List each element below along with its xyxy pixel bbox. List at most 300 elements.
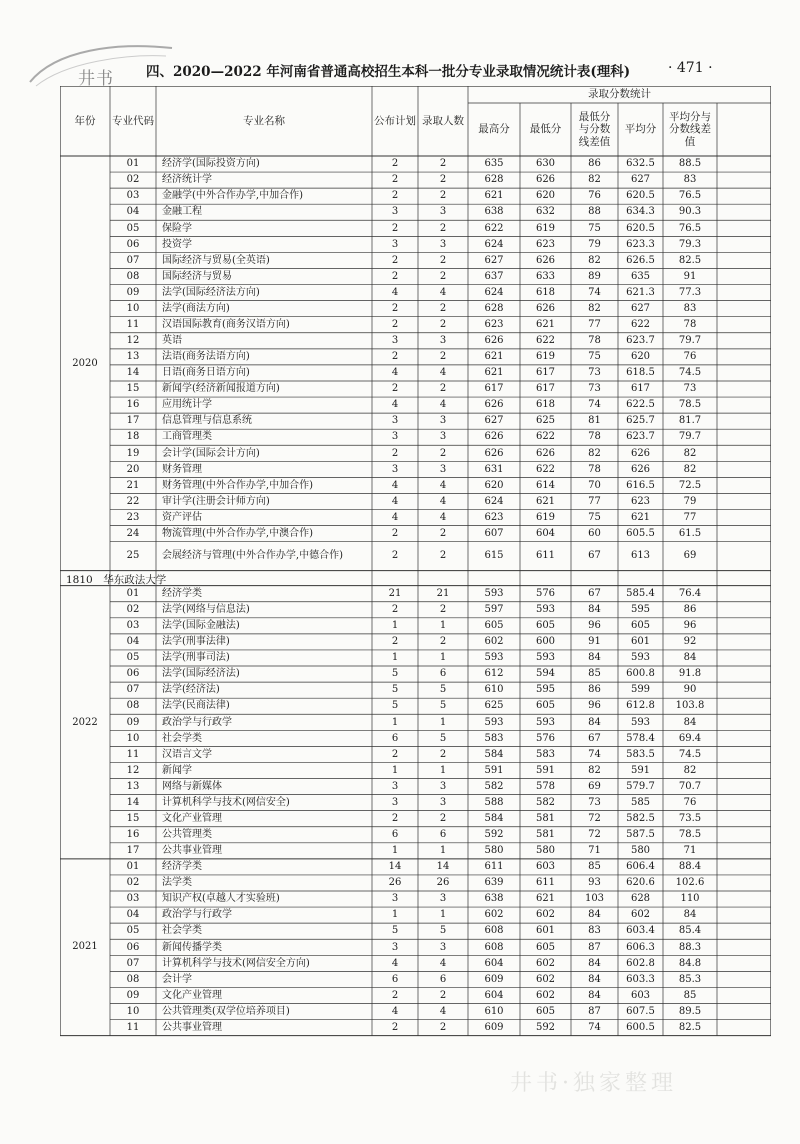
cell-min-diff: 74	[588, 748, 601, 760]
cell-name: 日语(商务日语方向)	[162, 367, 250, 379]
cell-code: 12	[126, 764, 140, 776]
cell-max: 611	[484, 861, 504, 873]
cell-avg: 606.4	[626, 861, 655, 873]
cell-avg: 593	[630, 716, 651, 728]
cell-plan: 4	[391, 511, 399, 523]
cell-min-diff: 82	[588, 302, 601, 314]
cell-min-diff: 77	[588, 495, 601, 507]
cell-admitted: 4	[439, 511, 447, 523]
cell-plan: 4	[391, 495, 399, 507]
cell-name: 知识产权(卓越人才实验班)	[162, 893, 280, 905]
cell-name: 应用统计学	[162, 399, 212, 411]
cell-min: 595	[535, 684, 556, 696]
cell-name: 英语	[162, 335, 182, 347]
cell-admitted: 2	[439, 636, 447, 648]
cell-min-diff: 75	[588, 511, 601, 523]
cell-name: 国际经济与贸易(全英语)	[162, 254, 270, 266]
cell-avg-diff: 84.8	[678, 957, 702, 969]
cell-code: 09	[126, 286, 140, 298]
cell-name: 资产评估	[162, 511, 202, 523]
cell-plan: 4	[391, 399, 399, 411]
cell-name: 经济学(国际投资方向)	[162, 158, 260, 170]
cell-max: 604	[484, 957, 504, 969]
cell-avg: 603.3	[626, 973, 655, 985]
cell-min: 602	[535, 957, 556, 969]
cell-plan: 1	[391, 764, 399, 776]
cell-min: 617	[535, 367, 556, 379]
cell-min: 580	[535, 845, 556, 857]
cell-plan: 1	[391, 909, 399, 921]
year-cell: 2022	[72, 716, 98, 728]
cell-avg-diff: 102.6	[675, 877, 705, 889]
cell-admitted: 3	[439, 335, 447, 347]
header-max: 最高分	[478, 123, 510, 136]
cell-avg-diff: 83	[683, 174, 697, 186]
cell-name: 经济统计学	[162, 174, 212, 186]
cell-max: 582	[484, 780, 504, 792]
cell-avg: 602.8	[626, 957, 655, 969]
cell-min-diff: 84	[588, 716, 601, 728]
cell-plan: 2	[391, 351, 399, 363]
cell-avg: 605.5	[626, 527, 655, 539]
cell-max: 584	[484, 748, 504, 760]
cell-code: 05	[126, 652, 140, 664]
header-code: 专业代码	[112, 114, 154, 127]
cell-plan: 1	[391, 620, 399, 632]
cell-admitted: 6	[439, 668, 447, 680]
cell-min-diff: 91	[588, 636, 601, 648]
cell-min-diff: 85	[588, 861, 601, 873]
cell-admitted: 2	[439, 604, 447, 616]
cell-avg: 622	[630, 318, 651, 330]
cell-admitted: 3	[439, 206, 447, 218]
cell-avg-diff: 86	[683, 604, 697, 616]
cell-avg: 626	[630, 447, 651, 459]
cell-avg-diff: 110	[680, 893, 700, 905]
cell-avg-diff: 89.5	[678, 1005, 702, 1017]
cell-max: 605	[484, 620, 504, 632]
cell-plan: 3	[391, 893, 399, 905]
cell-max: 610	[484, 1005, 504, 1017]
cell-min: 619	[535, 511, 556, 523]
cell-min-diff: 78	[588, 431, 601, 443]
cell-min-diff: 96	[588, 700, 601, 712]
cell-min: 591	[535, 764, 556, 776]
cell-admitted: 2	[439, 318, 447, 330]
cell-name: 金融工程	[162, 206, 202, 218]
school-row: 1810 华东政法大学	[66, 573, 167, 586]
cell-plan: 3	[391, 415, 399, 427]
cell-avg: 599	[630, 684, 651, 696]
cell-max: 584	[484, 812, 504, 824]
cell-max: 628	[484, 302, 504, 314]
cell-avg: 620.5	[626, 222, 655, 234]
cell-plan: 3	[391, 796, 399, 808]
cell-avg: 616.5	[626, 479, 655, 491]
cell-name: 审计学(注册会计师方向)	[162, 495, 270, 507]
cell-name: 社会学类	[162, 925, 202, 937]
cell-min-diff: 81	[588, 415, 601, 427]
cell-min-diff: 69	[588, 780, 601, 792]
cell-max: 602	[484, 636, 504, 648]
cell-plan: 3	[391, 463, 399, 475]
cell-avg: 620.5	[626, 190, 655, 202]
cell-min: 620	[535, 190, 556, 202]
cell-min: 576	[535, 732, 556, 744]
cell-avg-diff: 82	[683, 463, 697, 475]
cell-max: 624	[484, 495, 504, 507]
cell-admitted: 2	[439, 989, 447, 1001]
cell-min-diff: 75	[588, 351, 601, 363]
cell-admitted: 3	[439, 893, 447, 905]
cell-name: 法学(刑事司法)	[162, 652, 230, 664]
cell-max: 623	[484, 511, 504, 523]
cell-max: 627	[484, 254, 504, 266]
cell-code: 08	[126, 700, 140, 712]
cell-avg-diff: 82.5	[678, 254, 702, 266]
cell-avg-diff: 61.5	[678, 527, 702, 539]
cell-avg: 606.3	[626, 941, 655, 953]
header-admitted: 录取人数	[422, 114, 464, 127]
cell-min: 630	[535, 158, 556, 170]
cell-min-diff: 84	[588, 957, 601, 969]
cell-plan: 2	[391, 812, 399, 824]
cell-admitted: 1	[439, 716, 447, 728]
cell-min-diff: 86	[588, 158, 601, 170]
cell-code: 04	[126, 909, 140, 921]
cell-name: 法学(刑事法律)	[162, 636, 230, 648]
cell-name: 公共事业管理	[162, 1021, 222, 1033]
cell-min: 618	[535, 399, 556, 411]
cell-min: 582	[535, 796, 556, 808]
cell-code: 21	[126, 479, 140, 491]
cell-max: 612	[484, 668, 504, 680]
cell-code: 16	[126, 399, 140, 411]
cell-max: 615	[484, 550, 504, 562]
cell-avg: 587.5	[626, 829, 655, 840]
cell-max: 626	[484, 447, 504, 459]
cell-max: 620	[484, 479, 504, 491]
cell-avg-diff: 76.4	[678, 587, 702, 599]
cell-min-diff: 88	[588, 206, 601, 218]
cell-avg-diff: 88.4	[678, 861, 702, 873]
cell-avg: 612.8	[626, 700, 655, 712]
cell-code: 06	[126, 238, 140, 250]
cell-max: 593	[484, 652, 504, 664]
cell-min-diff: 60	[588, 527, 601, 539]
cell-plan: 2	[391, 550, 399, 562]
cell-name: 公共管理类(双学位培养项目)	[162, 1005, 290, 1017]
cell-max: 604	[484, 989, 504, 1001]
cell-max: 637	[484, 270, 504, 282]
cell-avg-diff: 74.5	[678, 748, 702, 760]
cell-min: 605	[535, 620, 556, 632]
cell-max: 593	[484, 587, 504, 599]
cell-avg-diff: 72.5	[678, 479, 702, 491]
cell-avg-diff: 79.7	[678, 431, 702, 443]
cell-code: 07	[126, 957, 140, 969]
admission-table	[60, 86, 771, 1061]
header-score-group: 录取分数统计	[588, 88, 651, 101]
cell-max: 631	[484, 463, 504, 475]
cell-max: 625	[484, 700, 504, 712]
cell-code: 23	[126, 511, 140, 523]
cell-min-diff: 77	[588, 318, 601, 330]
cell-avg-diff: 88.5	[678, 158, 702, 170]
cell-name: 法学(民商法律)	[162, 700, 230, 712]
cell-plan: 2	[391, 318, 399, 330]
cell-plan: 26	[388, 877, 402, 889]
cell-min-diff: 67	[588, 550, 601, 562]
cell-min: 626	[535, 302, 556, 314]
cell-avg: 623	[630, 495, 651, 507]
cell-min: 619	[535, 351, 556, 363]
cell-code: 13	[126, 351, 140, 363]
cell-avg: 621	[630, 511, 651, 523]
header-min: 最低分	[529, 123, 562, 136]
header-avg-diff: 平均分与分数线差值	[669, 110, 711, 148]
cell-plan: 1	[391, 716, 399, 728]
cell-name: 法学(经济法)	[162, 684, 220, 696]
cell-plan: 2	[391, 383, 399, 395]
cell-min-diff: 78	[588, 335, 601, 347]
cell-min-diff: 84	[588, 909, 601, 921]
cell-avg-diff: 82	[683, 447, 697, 459]
cell-plan: 3	[391, 206, 399, 218]
cell-plan: 2	[391, 604, 399, 616]
cell-code: 03	[126, 190, 140, 202]
cell-name: 计算机科学与技术(网信安全)	[162, 796, 290, 808]
cell-code: 13	[126, 780, 140, 792]
cell-name: 文化产业管理	[162, 812, 222, 824]
cell-min-diff: 85	[588, 668, 601, 680]
cell-code: 05	[126, 925, 140, 937]
cell-min-diff: 84	[588, 652, 601, 664]
header-avg: 平均分	[624, 123, 657, 136]
cell-min-diff: 93	[588, 877, 601, 889]
cell-min-diff: 103	[584, 893, 605, 905]
cell-code: 04	[126, 206, 140, 218]
cell-plan: 5	[391, 684, 399, 696]
cell-code: 01	[126, 158, 140, 170]
cell-min-diff: 72	[588, 829, 601, 840]
cell-avg: 583.5	[626, 748, 655, 760]
cell-admitted: 2	[439, 302, 447, 314]
page-title: 四、2020—2022 年河南省普通高校招生本科一批分专业录取情况统计表(理科)	[146, 64, 631, 80]
cell-min-diff: 84	[588, 604, 601, 616]
cell-code: 07	[126, 254, 140, 266]
cell-admitted: 2	[439, 174, 447, 186]
cell-code: 02	[126, 604, 140, 616]
cell-max: 635	[484, 158, 504, 170]
cell-min-diff: 70	[588, 479, 601, 491]
cell-avg-diff: 91	[683, 270, 697, 282]
cell-min-diff: 74	[588, 399, 601, 411]
page-number: · 471 ·	[668, 60, 713, 76]
cell-plan: 3	[391, 335, 399, 347]
cell-name: 政治学与行政学	[162, 909, 232, 921]
cell-min-diff: 87	[588, 941, 601, 953]
cell-code: 17	[126, 415, 140, 427]
cell-name: 汉语言文学	[162, 748, 212, 760]
cell-plan: 4	[391, 286, 399, 298]
cell-code: 19	[126, 447, 140, 459]
cell-plan: 2	[391, 989, 399, 1001]
cell-plan: 3	[391, 431, 399, 443]
cell-min: 593	[535, 604, 556, 616]
cell-min-diff: 73	[588, 367, 601, 379]
cell-avg: 623.7	[626, 431, 655, 443]
cell-min-diff: 67	[588, 732, 601, 744]
cell-code: 08	[126, 973, 140, 985]
cell-min: 622	[535, 463, 556, 475]
cell-admitted: 5	[439, 925, 447, 937]
cell-min: 601	[535, 925, 556, 937]
cell-admitted: 2	[439, 527, 447, 539]
cell-max: 617	[484, 383, 504, 395]
cell-min: 632	[535, 206, 556, 218]
cell-code: 01	[126, 861, 140, 873]
cell-max: 588	[484, 796, 504, 808]
cell-code: 07	[126, 684, 140, 696]
cell-plan: 3	[391, 238, 399, 250]
cell-min: 605	[535, 941, 556, 953]
cell-name: 财务管理(中外合作办学,中加合作)	[162, 479, 313, 491]
cell-plan: 2	[391, 222, 399, 234]
cell-min: 621	[535, 318, 556, 330]
cell-min-diff: 89	[588, 270, 601, 282]
cell-plan: 2	[391, 1021, 399, 1033]
cell-avg: 595	[630, 604, 651, 616]
cell-name: 经济学类	[162, 587, 202, 599]
cell-max: 638	[484, 893, 504, 905]
cell-admitted: 1	[439, 652, 447, 664]
cell-avg-diff: 77.3	[678, 286, 702, 298]
cell-code: 18	[126, 431, 140, 443]
cell-avg-diff: 90.3	[678, 206, 702, 218]
cell-avg-diff: 76	[683, 351, 697, 363]
cell-plan: 5	[391, 668, 399, 680]
cell-max: 621	[484, 351, 504, 363]
cell-plan: 2	[391, 174, 399, 186]
cell-min: 603	[535, 861, 556, 873]
cell-avg: 626.5	[626, 254, 655, 266]
cell-min: 621	[535, 893, 556, 905]
cell-plan: 6	[391, 829, 399, 840]
cell-max: 608	[484, 925, 504, 937]
cell-code: 08	[126, 270, 140, 282]
cell-min: 583	[535, 748, 556, 760]
cell-plan: 2	[391, 447, 399, 459]
cell-avg: 578.4	[626, 732, 655, 744]
cell-max: 627	[484, 415, 504, 427]
cell-name: 信息管理与信息系统	[162, 415, 252, 427]
cell-max: 593	[484, 716, 504, 728]
cell-admitted: 2	[439, 447, 447, 459]
cell-avg-diff: 92	[683, 636, 697, 648]
cell-avg-diff: 77	[683, 511, 697, 523]
cell-avg-diff: 79	[683, 495, 697, 507]
cell-plan: 1	[391, 845, 399, 857]
cell-max: 591	[484, 764, 504, 776]
cell-name: 经济学类	[162, 861, 202, 873]
cell-avg-diff: 81.7	[678, 415, 702, 427]
cell-plan: 21	[388, 587, 402, 599]
cell-name: 投资学	[162, 238, 192, 250]
cell-avg: 602	[630, 909, 651, 921]
cell-name: 公共管理类	[162, 829, 212, 840]
cell-avg-diff: 91.8	[678, 668, 702, 680]
cell-min-diff: 82	[588, 764, 601, 776]
header-name: 专业名称	[243, 114, 285, 127]
cell-avg: 585	[630, 796, 651, 808]
cell-avg-diff: 82	[683, 764, 697, 776]
cell-avg-diff: 76.5	[678, 222, 702, 234]
cell-avg-diff: 70.7	[678, 780, 702, 792]
cell-plan: 3	[391, 941, 399, 953]
cell-admitted: 2	[439, 383, 447, 395]
cell-max: 622	[484, 222, 504, 234]
cell-max: 580	[484, 845, 504, 857]
cell-min-diff: 82	[588, 447, 601, 459]
cell-min: 602	[535, 909, 556, 921]
cell-min: 618	[535, 286, 556, 298]
cell-name: 汉语国际教育(商务汉语方向)	[162, 318, 290, 330]
cell-name: 政治学与行政学	[162, 716, 232, 728]
cell-plan: 6	[391, 973, 399, 985]
cell-avg: 621.3	[626, 286, 655, 298]
cell-avg: 601	[630, 636, 651, 648]
logo-text: 井书	[78, 69, 114, 89]
cell-avg: 580	[630, 845, 651, 857]
cell-plan: 2	[391, 748, 399, 760]
cell-avg: 613	[630, 550, 651, 562]
cell-plan: 6	[391, 732, 399, 744]
cell-min: 611	[535, 550, 556, 562]
cell-min: 594	[535, 668, 556, 680]
cell-max: 626	[484, 335, 504, 347]
cell-avg: 600.5	[626, 1021, 655, 1033]
cell-code: 14	[126, 796, 140, 808]
cell-min: 604	[535, 527, 556, 539]
cell-admitted: 21	[436, 587, 450, 599]
cell-plan: 2	[391, 190, 399, 202]
cell-avg: 582.5	[626, 812, 655, 824]
cell-admitted: 2	[439, 748, 447, 760]
cell-min: 578	[535, 780, 556, 792]
cell-avg: 627	[630, 302, 651, 314]
cell-plan: 2	[391, 254, 399, 266]
cell-min: 576	[535, 587, 556, 599]
cell-avg: 628	[630, 893, 651, 905]
cell-admitted: 4	[439, 957, 447, 969]
cell-avg-diff: 76.5	[678, 190, 702, 202]
cell-admitted: 4	[439, 495, 447, 507]
cell-code: 10	[126, 302, 140, 314]
cell-name: 物流管理(中外合作办学,中澳合作)	[162, 527, 313, 539]
cell-name: 法学(网络与信息法)	[162, 604, 250, 616]
cell-code: 03	[126, 620, 140, 632]
cell-avg: 632.5	[626, 158, 655, 170]
cell-avg: 618.5	[626, 367, 655, 379]
cell-name: 会计学	[162, 973, 192, 985]
cell-admitted: 1	[439, 620, 447, 632]
cell-min-diff: 83	[588, 925, 601, 937]
cell-max: 639	[484, 877, 504, 889]
cell-admitted: 2	[439, 270, 447, 282]
cell-code: 11	[126, 318, 140, 330]
cell-avg-diff: 84	[683, 652, 697, 664]
